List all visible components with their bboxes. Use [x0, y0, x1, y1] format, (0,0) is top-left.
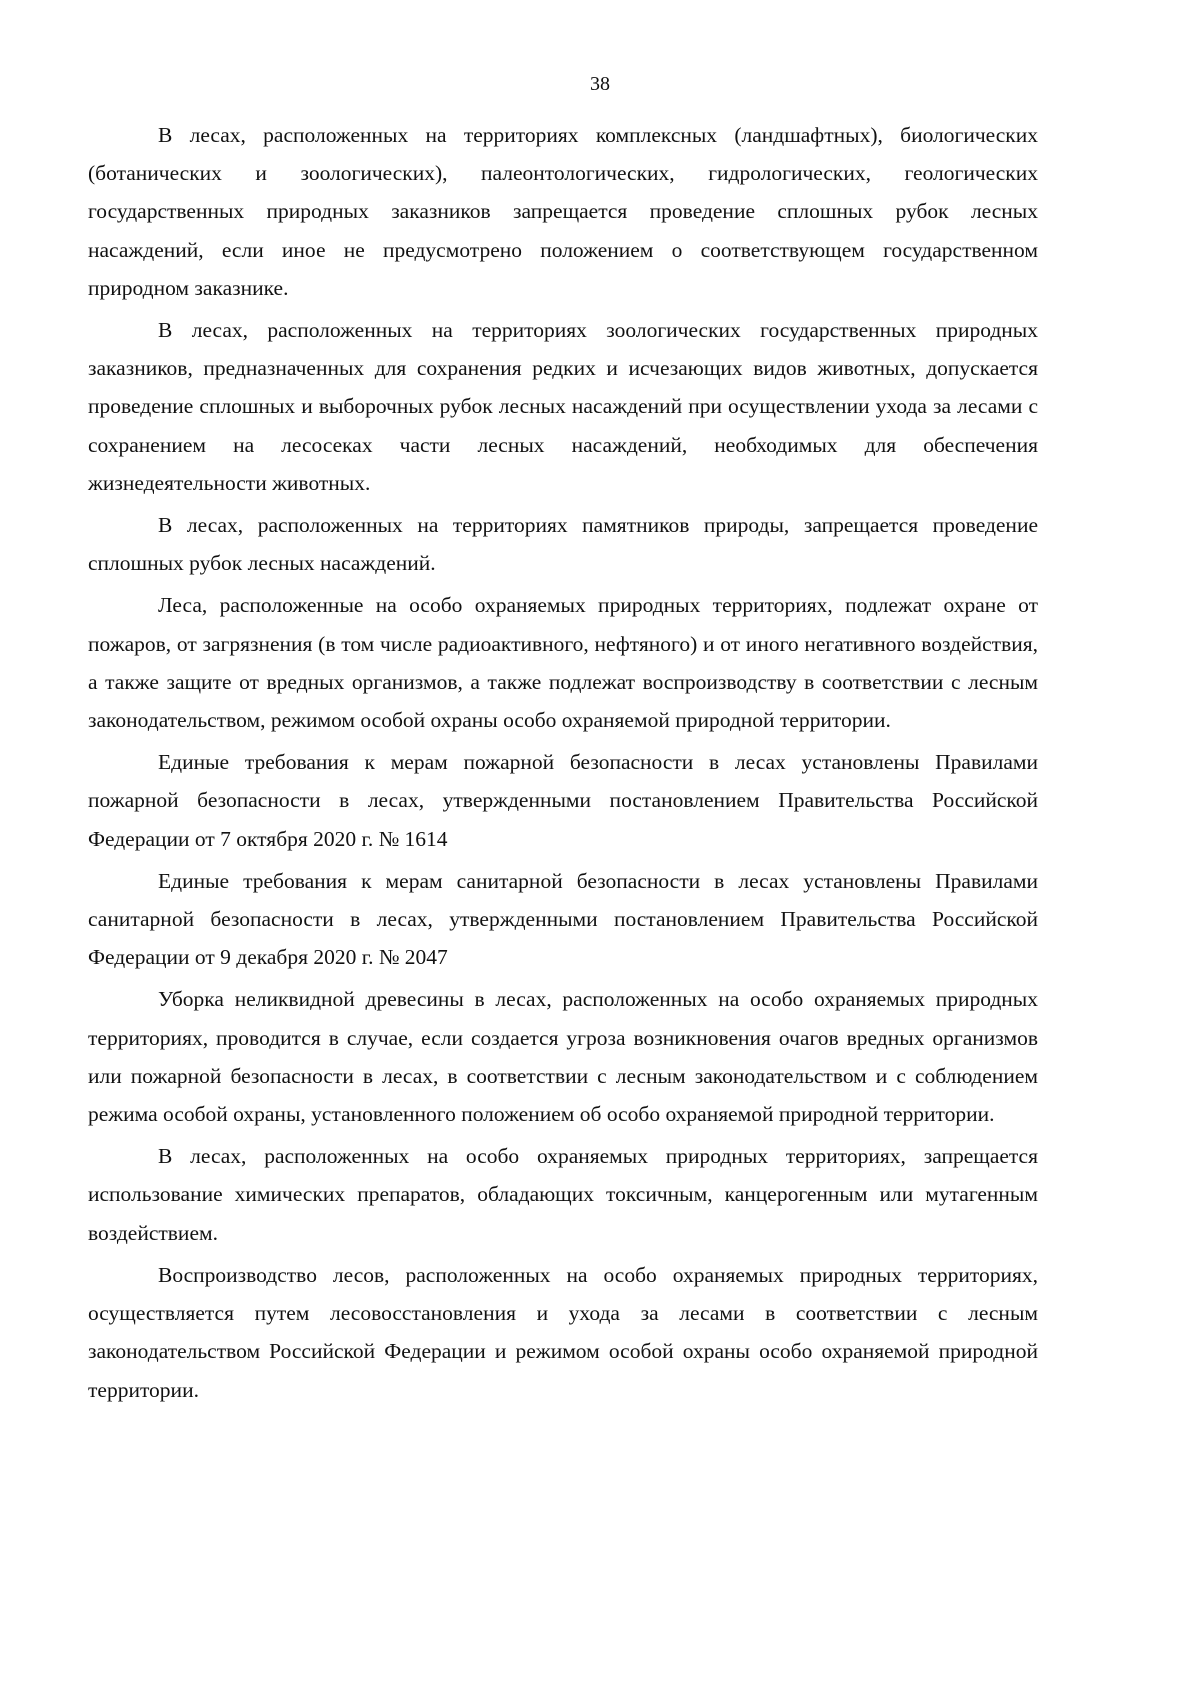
paragraph-fire-safety-rules: Единые требования к мерам пожарной безопасности в лесах установлены Правилами пожарной безопасности в лесах, утвержденными постановлением Правительства Российской Федерации от 7 октября 2020 г. № 1614: [88, 750, 1038, 851]
paragraph-chemicals-prohibition: В лесах, расположенных на особо охраняемых природных территориях, запрещается использование химических препаратов, обладающих токсичным, канцерогенным или мутагенным воздействием.: [88, 1144, 1038, 1245]
paragraph-deadwood-removal: Уборка неликвидной древесины в лесах, расположенных на особо охраняемых природных территориях, проводится в случае, если создается угроза возникновения очагов вредных организмов или пожарной безопасности в лесах, в соответствии с лесным законодательством и с соблюдением режима особой охраны, установленного положением об особо охраняемой природной территории.: [88, 987, 1038, 1127]
paragraph-zakazniki-restrictions: В лесах, расположенных на территориях комплексных (ландшафтных), биологических (ботанических и зоологических), палеонтологических, гидрологических, геологических государственных природных заказников запрещается проведение сплошных рубок лесных насаждений, если иное не предусмотрено положением о соответствующем государственном природном заказнике.: [88, 123, 1038, 300]
paragraph-zoological-zakazniki: В лесах, расположенных на территориях зоологических государственных природных заказников, предназначенных для сохранения редких и исчезающих видов животных, допускается проведение сплошных и выборочных рубок лесных насаждений при осуществлении ухода за лесами с сохранением на лесосеках части лесных насаждений, необходимых для обеспечения жизнедеятельности животных.: [88, 318, 1038, 495]
page-number: 38: [590, 73, 610, 95]
paragraph-forest-protection: Леса, расположенные на особо охраняемых природных территориях, подлежат охране от пожаров, от загрязнения (в том числе радиоактивного, нефтяного) и от иного негативного воздействия, а также защите от вредных организмов, а также подлежат воспроизводству в соответствии с лесным законодательством, режимом особой охраны особо охраняемой природной территории.: [88, 593, 1038, 733]
paragraph-forest-reproduction: Воспроизводство лесов, расположенных на особо охраняемых природных территориях, осуществляется путем лесовосстановления и ухода за лесами в соответствии с лесным законодательством Российской Федерации и режимом особой охраны особо охраняемой природной территории.: [88, 1262, 1038, 1402]
paragraph-sanitary-safety-rules: Единые требования к мерам санитарной безопасности в лесах установлены Правилами санитарной безопасности в лесах, утвержденными постановлением Правительства Российской Федерации от 9 декабря 2020 г. № 2047: [88, 868, 1038, 970]
paragraph-natural-monuments: В лесах, расположенных на территориях памятников природы, запрещается проведение сплошных рубок лесных насаждений.: [88, 513, 1038, 576]
document-body: [88, 116, 1038, 1413]
